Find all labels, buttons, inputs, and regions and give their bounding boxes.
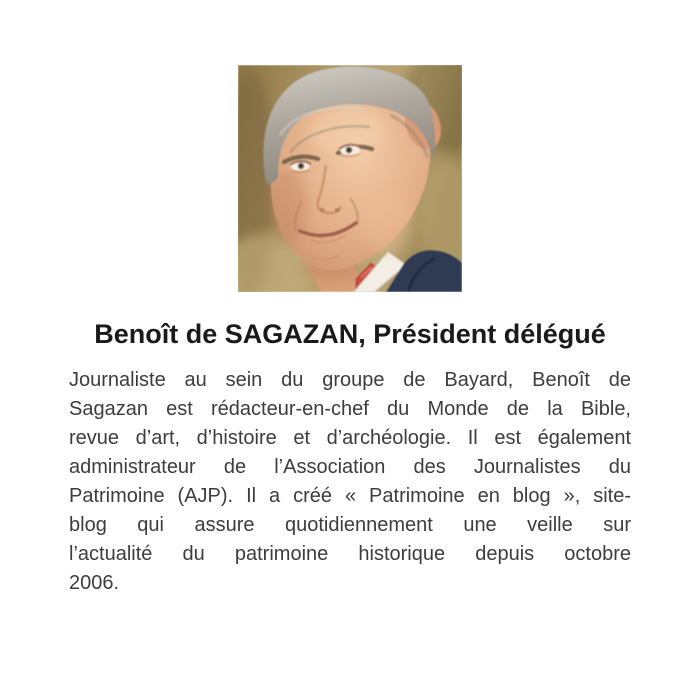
- bio-line-4: administrateur de l’Association des Journalistes du: [69, 456, 631, 478]
- profile-photo: [238, 65, 462, 292]
- bio-line-2: Sagazan est rédacteur-en-chef du Monde de la Bible,: [69, 398, 631, 420]
- bio-line-1: Journaliste au sein du groupe de Bayard, Benoît de: [69, 369, 631, 391]
- bio-line-5: Patrimoine (AJP). Il a créé « Patrimoine en blog », site-: [69, 485, 631, 507]
- bio-line-3: revue d’art, d’histoire et d’archéologie. Il est également: [69, 427, 631, 449]
- profile-name-title: Benoît de SAGAZAN, Président délégué: [94, 319, 606, 349]
- bio-line-8: 2006.: [69, 572, 120, 594]
- bio-line-7: l’actualité du patrimoine historique depuis octobre: [69, 543, 631, 565]
- bio-line-6: blog qui assure quotidiennement une veille sur: [69, 514, 631, 536]
- portrait-photo-illustration: [238, 65, 462, 292]
- bio-paragraph: [69, 366, 631, 598]
